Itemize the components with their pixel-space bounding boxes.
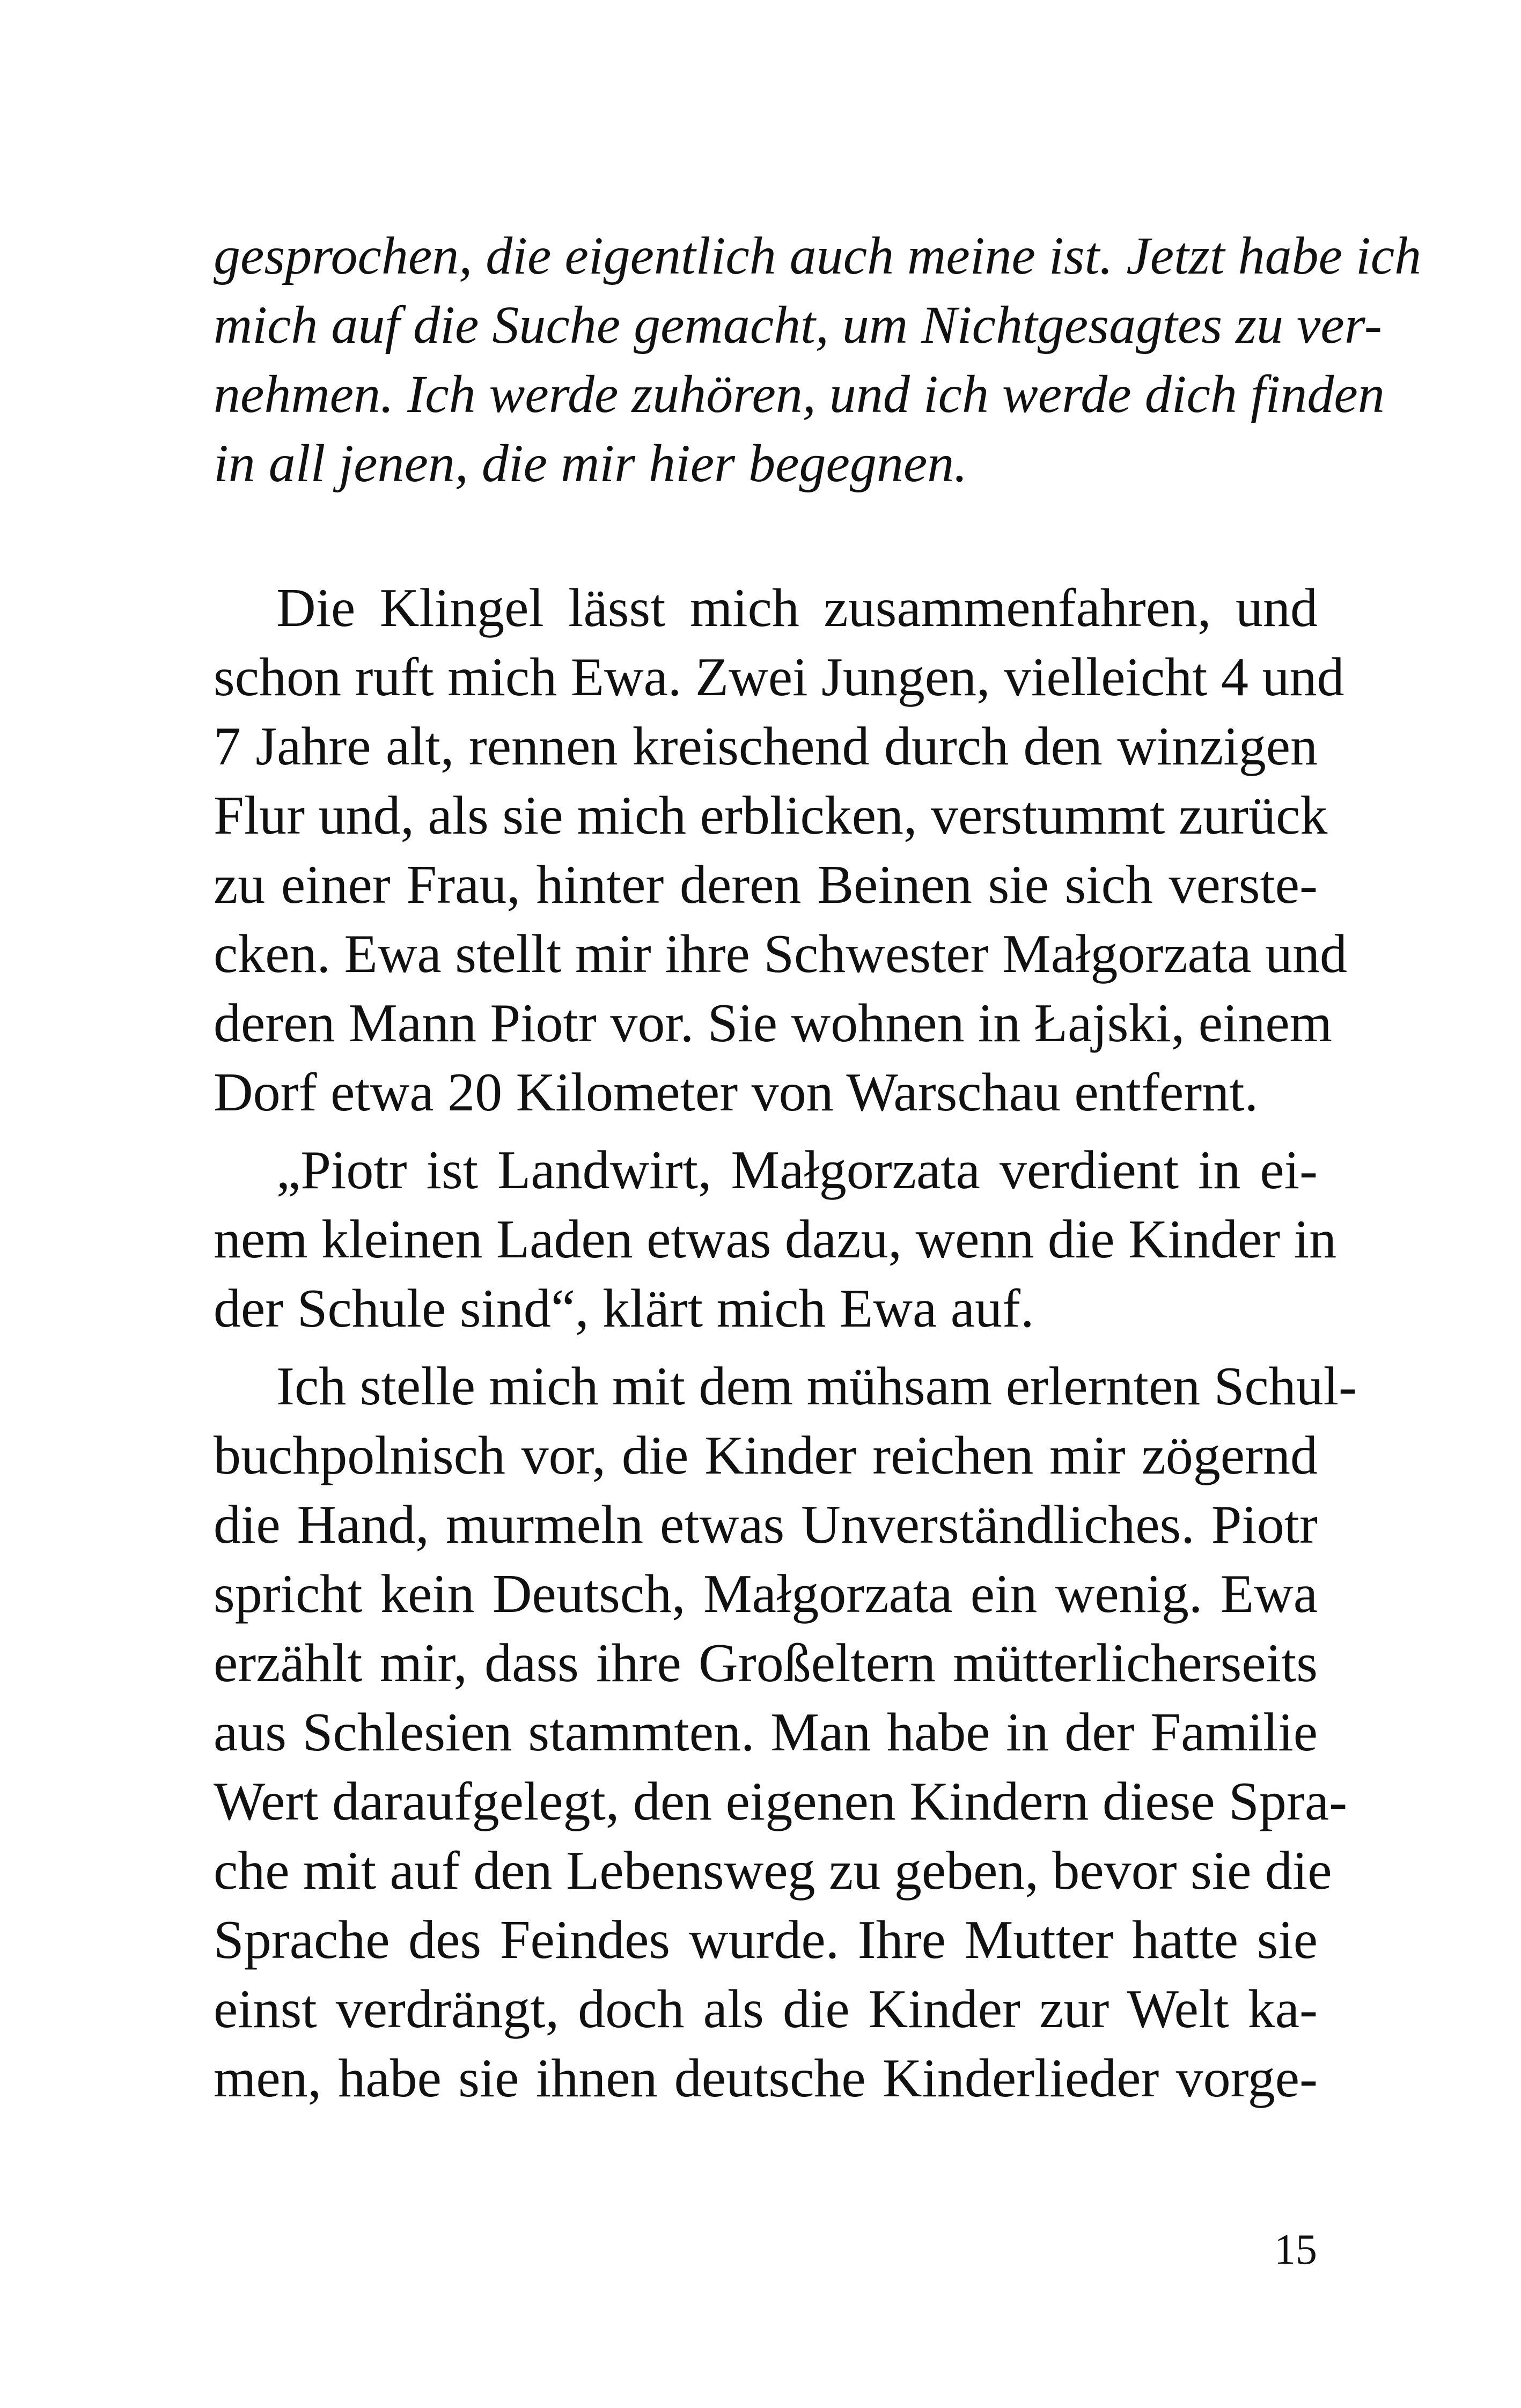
text-line: Die Klingel lässt mich zusammenfahren, und xyxy=(276,578,1318,638)
text-line: erzählt mir, dass ihre Großeltern mütterlicherseits xyxy=(214,1633,1318,1693)
italic-line: gesprochen, die eigentlich auch meine ist. Jetzt habe ich xyxy=(214,226,1422,285)
text-line: men, habe sie ihnen deutsche Kinderlieder vorge- xyxy=(214,2048,1318,2109)
text-line: der Schule sind“, klärt mich Ewa auf. xyxy=(214,1278,1034,1339)
text-line: Wert daraufgelegt, den eigenen Kindern diese Spra- xyxy=(214,1771,1348,1832)
italic-passage xyxy=(214,221,1422,498)
text-line: che mit auf den Lebensweg zu geben, bevor sie die xyxy=(214,1840,1332,1901)
text-line: „Piotr ist Landwirt, Małgorzata verdient in ei- xyxy=(276,1140,1318,1201)
text-line: 7 Jahre alt, rennen kreischend durch den winzigen xyxy=(214,716,1318,777)
italic-line: nehmen. Ich werde zuhören, und ich werde dich finden xyxy=(214,364,1385,424)
paragraph-1 xyxy=(214,573,1347,1127)
italic-line: mich auf die Suche gemacht, um Nichtgesagtes zu ver- xyxy=(214,295,1383,355)
text-line: spricht kein Deutsch, Małgorzata ein wenig. Ewa xyxy=(214,1564,1318,1624)
page-number: 15 xyxy=(1274,2226,1317,2273)
text-line: Sprache des Feindes wurde. Ihre Mutter hatte sie xyxy=(214,1910,1318,1970)
text-line: einst verdrängt, doch als die Kinder zur Welt ka- xyxy=(214,1979,1318,2039)
text-line: nem kleinen Laden etwas dazu, wenn die Kinder in xyxy=(214,1209,1337,1270)
text-line: cken. Ewa stellt mir ihre Schwester Małgorzata und xyxy=(214,924,1347,984)
body-text xyxy=(214,573,1357,2113)
italic-line: in all jenen, die mir hier begegnen. xyxy=(214,433,968,493)
text-line: Dorf etwa 20 Kilometer von Warschau entfernt. xyxy=(214,1062,1259,1123)
text-line: deren Mann Piotr vor. Sie wohnen in Łajski, einem xyxy=(214,993,1332,1054)
text-line: die Hand, murmeln etwas Unverständliches. Piotr xyxy=(214,1494,1318,1555)
paragraph-3 xyxy=(214,1352,1357,2113)
paragraph-2 xyxy=(214,1136,1337,1343)
text-line: aus Schlesien stammten. Man habe in der Familie xyxy=(214,1702,1318,1763)
text-line: Flur und, als sie mich erblicken, verstummt zurück xyxy=(214,785,1328,846)
text-line: zu einer Frau, hinter deren Beinen sie sich verste- xyxy=(214,855,1318,915)
text-line: schon ruft mich Ewa. Zwei Jungen, vielleicht 4 und xyxy=(214,647,1344,708)
text-line: buchpolnisch vor, die Kinder reichen mir zögernd xyxy=(214,1425,1318,1486)
text-line: Ich stelle mich mit dem mühsam erlernten Schul- xyxy=(276,1356,1357,1417)
